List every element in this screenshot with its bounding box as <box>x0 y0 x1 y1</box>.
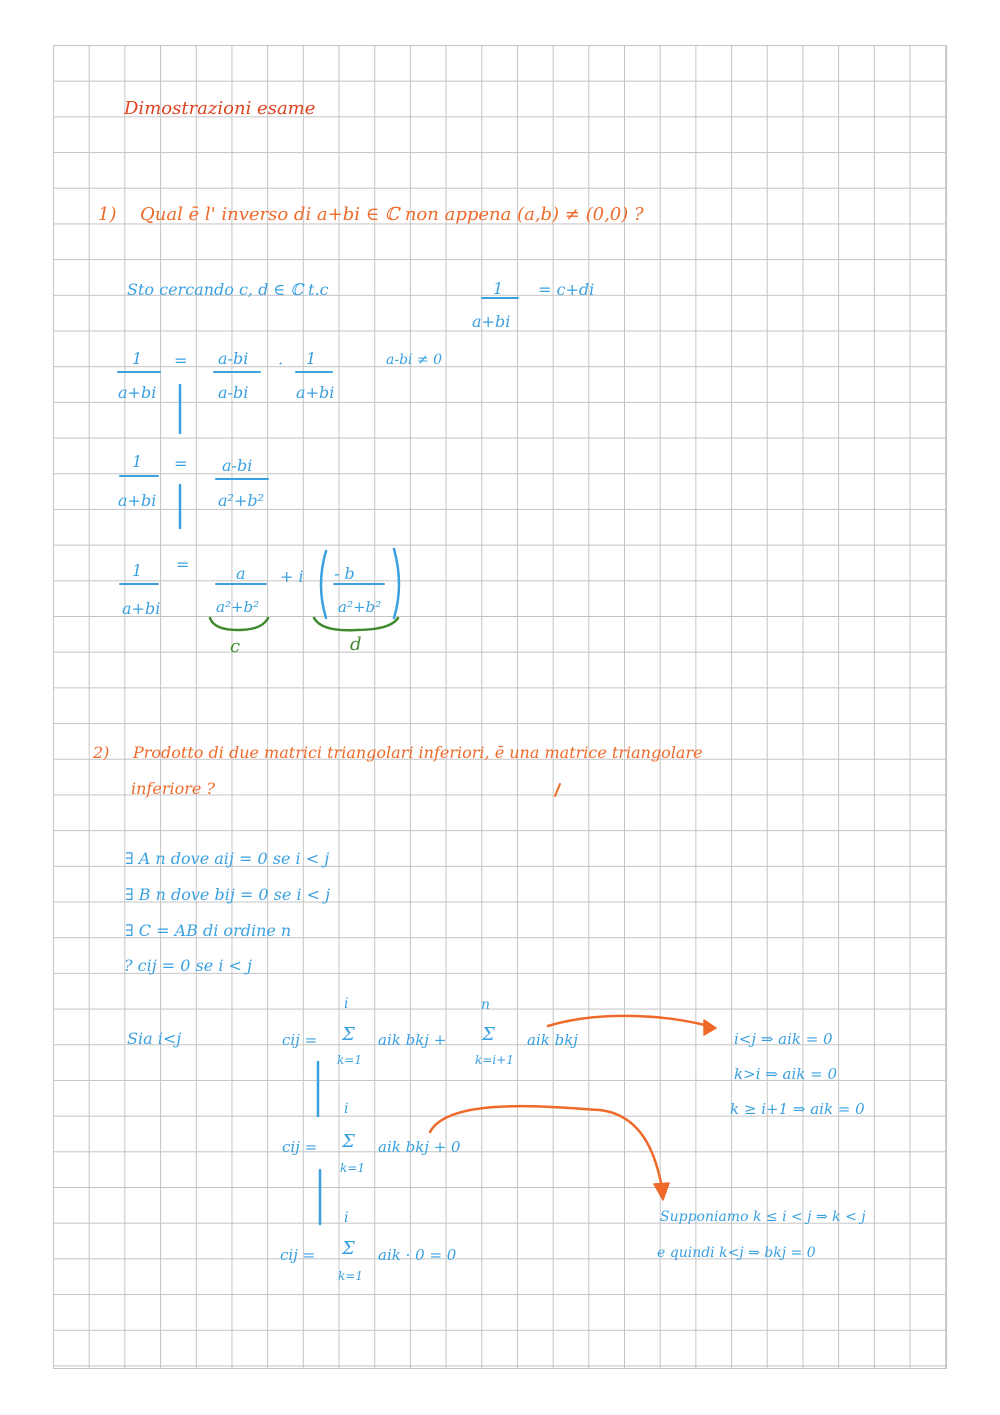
s3-im-den: a²+b² <box>338 598 382 616</box>
sum3-lower: k=1 <box>338 1269 363 1283</box>
sum2-lower: k=1 <box>340 1161 365 1175</box>
note-k-ge-i1: k ≥ i+1 ⇒ aik = 0 <box>730 1100 865 1118</box>
q2-number: 2) <box>93 743 110 762</box>
q1-intro-rhs: = c+di <box>538 280 595 299</box>
q2-hyp-a: ∃ A n dove aij = 0 se i < j <box>125 849 330 868</box>
sum1-sigma2: Σ <box>482 1024 495 1045</box>
sum3-sigma: Σ <box>342 1238 355 1259</box>
s2-eq: = <box>174 454 188 473</box>
s1-eq: = <box>174 351 188 370</box>
s3-lhs-num: 1 <box>132 561 143 580</box>
note-quindi: e quindi k<j ⇒ bkj = 0 <box>657 1245 816 1261</box>
sum2-upper: i <box>344 1101 349 1117</box>
q1-intro-numerator: 1 <box>493 279 504 298</box>
sum1-term2: aik bkj <box>527 1031 578 1049</box>
sum1-lhs: cij = <box>282 1031 318 1049</box>
s3-re-num: a <box>236 564 246 583</box>
note-supponiamo: Supponiamo k ≤ i < j ⇒ k < j <box>660 1209 866 1225</box>
sum1-upper2: n <box>481 997 491 1013</box>
sum3-term: aik · 0 = 0 <box>378 1246 457 1264</box>
sum1-term1: aik bkj + <box>378 1031 447 1049</box>
page-title: Dimostrazioni esame <box>124 98 316 119</box>
sum1-sigma: Σ <box>342 1024 355 1045</box>
s2-lhs-num: 1 <box>132 452 143 471</box>
s2-num: a-bi <box>222 456 253 475</box>
sum1-lower: k=1 <box>337 1053 362 1067</box>
q2-question-line2: inferiore ? <box>131 779 215 798</box>
s1-dot: · <box>278 354 284 373</box>
q2-sia: Sia i<j <box>127 1029 182 1048</box>
c-label: c <box>230 636 241 657</box>
q1-intro: Sto cercando c, d ∈ ℂ t.c <box>127 280 329 299</box>
sum3-lhs: cij = <box>280 1246 316 1264</box>
q1-question: Qual ē l' inverso di a+bi ∈ ℂ non appena (a,b) ≠ (0,0) ? <box>140 204 644 225</box>
q1-number: 1) <box>98 204 117 225</box>
note-i-less-j: i<j ⇒ aik = 0 <box>734 1030 833 1048</box>
s2-lhs-den: a+bi <box>118 491 157 510</box>
sum2-term: aik bkj + 0 <box>378 1138 461 1156</box>
s3-eq: = <box>176 555 190 574</box>
s1-lhs-num: 1 <box>132 349 143 368</box>
sum1-upper: i <box>344 996 349 1012</box>
s1-f1-den: a-bi <box>218 383 249 402</box>
s1-f2-den: a+bi <box>296 383 335 402</box>
s3-im-num: - b <box>334 564 355 583</box>
note-k-greater-i: k>i ⇒ aik = 0 <box>734 1065 838 1083</box>
grid-paper-background <box>53 45 947 1369</box>
s1-lhs-den: a+bi <box>118 383 157 402</box>
s1-condition: a-bi ≠ 0 <box>386 352 443 368</box>
s3-re-den: a²+b² <box>216 598 260 616</box>
sum3-upper: i <box>344 1210 349 1226</box>
q2-goal: ? cij = 0 se i < j <box>124 956 252 975</box>
sum2-sigma: Σ <box>342 1131 355 1152</box>
q2-hyp-c: ∃ C = AB di ordine n <box>125 921 292 940</box>
s2-den: a²+b² <box>218 491 265 510</box>
s1-f2-num: 1 <box>306 349 317 368</box>
s3-plus-i: + i <box>280 567 304 586</box>
sum2-lhs: cij = <box>282 1138 318 1156</box>
s1-f1-num: a-bi <box>218 349 249 368</box>
s3-lhs-den: a+bi <box>122 599 161 618</box>
q2-question-line1: Prodotto di due matrici triangolari inferiori, ē una matrice triangolare <box>133 743 703 762</box>
q1-intro-denominator: a+bi <box>472 312 511 331</box>
sum1-lower2: k=i+1 <box>475 1053 514 1067</box>
d-label: d <box>350 634 362 655</box>
q2-hyp-b: ∃ B n dove bij = 0 se i < j <box>125 885 331 904</box>
